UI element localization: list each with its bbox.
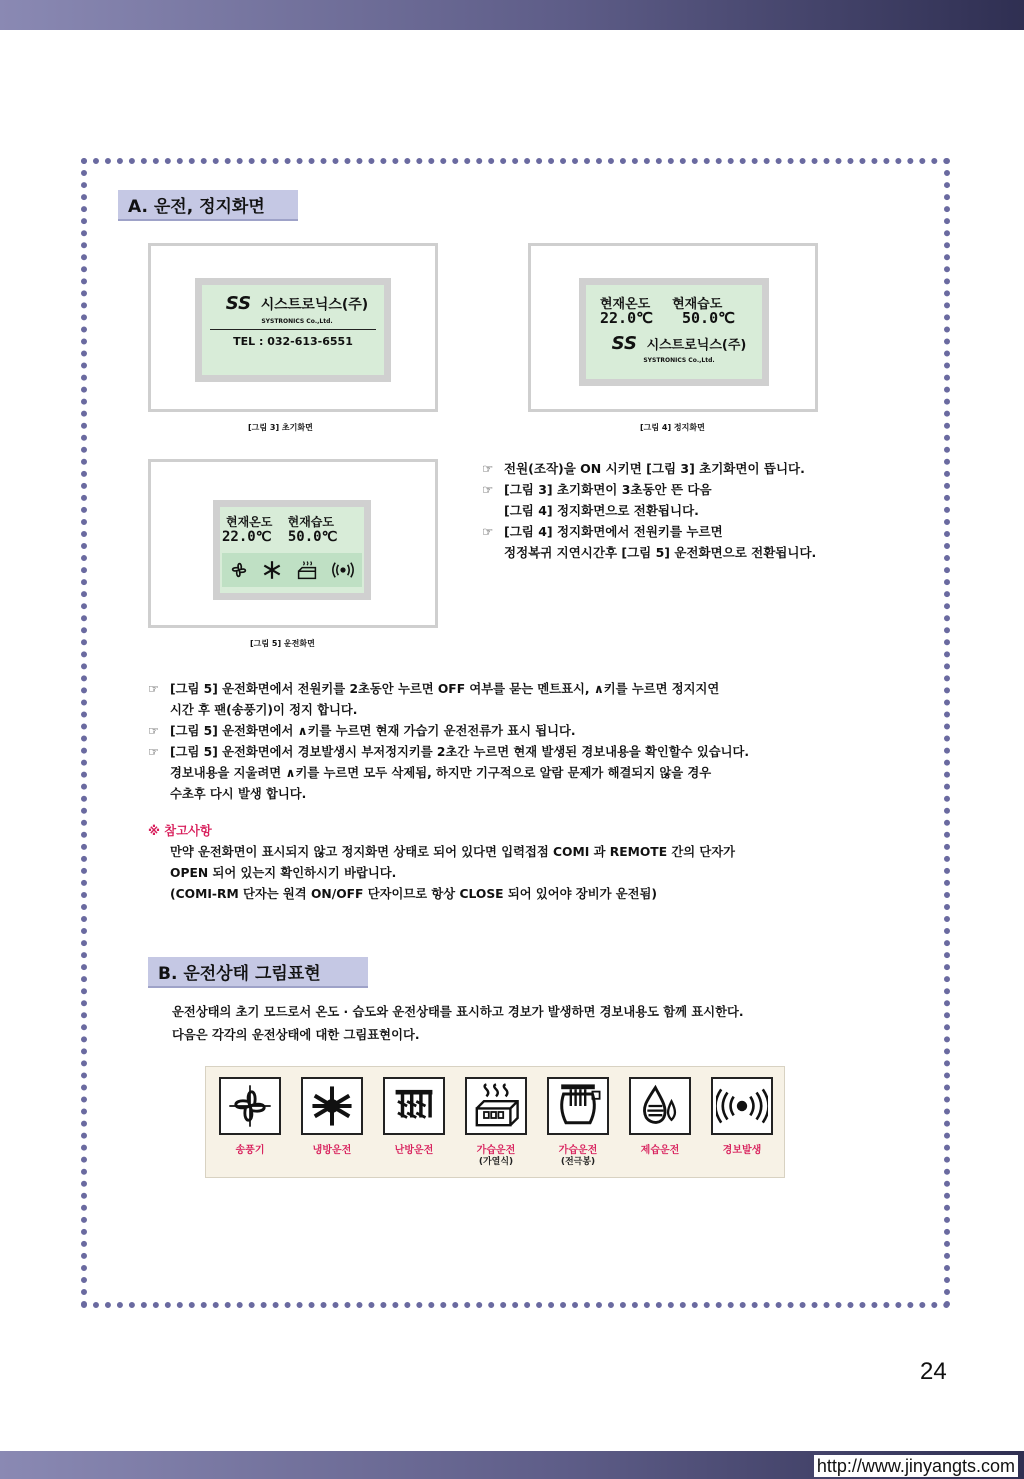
temperature-value: 22.0℃ [222, 529, 272, 545]
list-item: 다음은 각각의 운전상태에 대한 그림표현이다. [172, 1028, 420, 1042]
legend-sublabel: (전극봉) [560, 1157, 596, 1167]
section-a-heading: A. 운전, 정지화면 [118, 190, 298, 221]
legend-label: 냉방운전 [312, 1145, 352, 1156]
figure-initial-screen [148, 243, 438, 412]
reference-title: ※ 참고사항 [148, 824, 212, 838]
legend-label: 난방운전 [394, 1145, 434, 1156]
temperature-value: 22.0℃ [600, 309, 653, 327]
list-item: 시간 후 팬(송풍기)이 정지 합니다. [170, 703, 358, 717]
lcd-stop-screen [579, 278, 769, 386]
pointing-hand-icon: ☞ [482, 524, 494, 539]
list-item: [그림 4] 정지화면으로 전환됩니다. [504, 503, 699, 518]
legend-item-humidify-electrode [546, 1077, 610, 1168]
legend-sublabel: (가열식) [478, 1157, 514, 1167]
pointing-hand-icon: ☞ [148, 724, 160, 738]
figure-run-screen [148, 459, 438, 628]
operation-notes [148, 679, 938, 805]
pointing-hand-icon: ☞ [482, 482, 494, 497]
company-name: 시스트로닉스(주) [260, 297, 369, 313]
list-item: ☞ 전원(조작)을 ON 시키면 [그림 3] 초기화면이 뜹니다. [482, 458, 922, 479]
company-logo-icon: SS [611, 333, 637, 354]
reference-notes [148, 821, 938, 905]
section-b-heading: B. 운전상태 그림표현 [148, 957, 368, 988]
legend-item-humidify-heating [464, 1077, 528, 1168]
humidity-value: 50.0℃ [682, 309, 735, 327]
heater-icon [391, 1083, 437, 1129]
alarm-icon [330, 560, 356, 580]
website-url[interactable]: http://www.jinyangts.com [814, 1455, 1018, 1477]
dehumidify-icon [637, 1083, 683, 1129]
steam-humidifier-icon [295, 558, 319, 582]
status-icons-row [222, 553, 362, 587]
lcd-initial-screen [195, 278, 391, 382]
list-item: ☞ [그림 3] 초기화면이 3초동안 뜬 다음 [482, 479, 922, 500]
humidity-label: 현재습도 [672, 297, 723, 312]
figure-stop-screen [528, 243, 818, 412]
legend-label: 가습운전 [476, 1145, 516, 1156]
list-item: 수초후 다시 발생 합니다. [170, 787, 307, 801]
side-notes [482, 458, 922, 563]
electrode-humidifier-icon [554, 1082, 602, 1130]
legend-item-alarm [710, 1077, 774, 1157]
lcd-run-screen [213, 500, 371, 600]
alarm-icon [716, 1086, 768, 1126]
legend-item-cooling [300, 1077, 364, 1157]
legend-label: 가습운전 [558, 1145, 598, 1156]
pointing-hand-icon: ☞ [482, 461, 494, 476]
legend-item-dehumidify [628, 1077, 692, 1157]
list-item: ☞ [그림 5] 운전화면에서 경보발생시 부저정지키를 2초간 누르면 현재 발생된 경보내용을 확인할수 있습니다. [148, 742, 938, 763]
telephone-number: TEL : 032-613-6551 [233, 335, 353, 348]
fan-icon [228, 559, 250, 581]
divider [210, 329, 376, 330]
company-english-name: SYSTRONICS Co.,Ltd. [643, 357, 715, 364]
status-icon-legend [205, 1066, 785, 1178]
legend-item-fan [218, 1077, 282, 1157]
pointing-hand-icon: ☞ [148, 745, 160, 759]
company-english-name: SYSTRONICS Co.,Ltd. [261, 318, 333, 325]
list-item: 정정복귀 지연시간후 [그림 5] 운전화면으로 전환됩니다. [504, 545, 817, 560]
section-b-intro [172, 1001, 932, 1047]
temperature-label: 현재온도 [226, 515, 273, 529]
page-number: 24 [920, 1358, 947, 1385]
legend-label: 송풍기 [235, 1145, 265, 1156]
pointing-hand-icon: ☞ [148, 682, 160, 696]
list-item: OPEN 되어 있는지 확인하시기 바랍니다. [170, 866, 397, 880]
steam-humidifier-icon [472, 1082, 520, 1130]
figure-4-caption: [그림 4] 정지화면 [640, 423, 705, 432]
list-item: ☞ [그림 4] 정지화면에서 전원키를 누르면 [482, 521, 922, 542]
legend-label: 경보발생 [722, 1145, 762, 1156]
figure-5-caption: [그림 5] 운전화면 [250, 639, 315, 648]
legend-label: 제습운전 [640, 1145, 680, 1156]
company-logo-icon: SS [225, 293, 252, 314]
fan-icon [227, 1083, 273, 1129]
snowflake-icon [309, 1083, 355, 1129]
list-item: 운전상태의 초기 모드로서 온도 · 습도와 운전상태를 표시하고 경보가 발생하면 경보내용도 함께 표시한다. [172, 1005, 744, 1019]
list-item: ☞ [그림 5] 운전화면에서 ∧키를 누르면 현재 가습기 운전전류가 표시 됩니다. [148, 721, 938, 742]
humidity-label: 현재습도 [287, 515, 334, 529]
company-name: 시스트로닉스(주) [646, 338, 747, 353]
snowflake-icon [261, 559, 283, 581]
bottom-banner [0, 1451, 1024, 1479]
humidity-value: 50.0℃ [287, 529, 338, 545]
list-item: ☞ [그림 5] 운전화면에서 전원키를 2초동안 누르면 OFF 여부를 묻는 멘트표시, ∧키를 누르면 정지지연 [148, 679, 938, 700]
temperature-label: 현재온도 [600, 297, 651, 312]
legend-item-heating [382, 1077, 446, 1157]
figure-3-caption: [그림 3] 초기화면 [248, 423, 313, 432]
top-banner [0, 0, 1024, 30]
list-item: 경보내용을 지울려면 ∧키를 누르면 모두 삭제됨, 하지만 기구적으로 알람 문제가 해결되지 않을 경우 [170, 766, 712, 780]
list-item: 만약 운전화면이 표시되지 않고 정지화면 상태로 되어 있다면 입력접점 COMI 과 REMOTE 간의 단자가 [170, 845, 736, 859]
list-item: (COMI-RM 단자는 원격 ON/OFF 단자이므로 항상 CLOSE 되어 있어야 장비가 운전됨) [170, 887, 657, 901]
